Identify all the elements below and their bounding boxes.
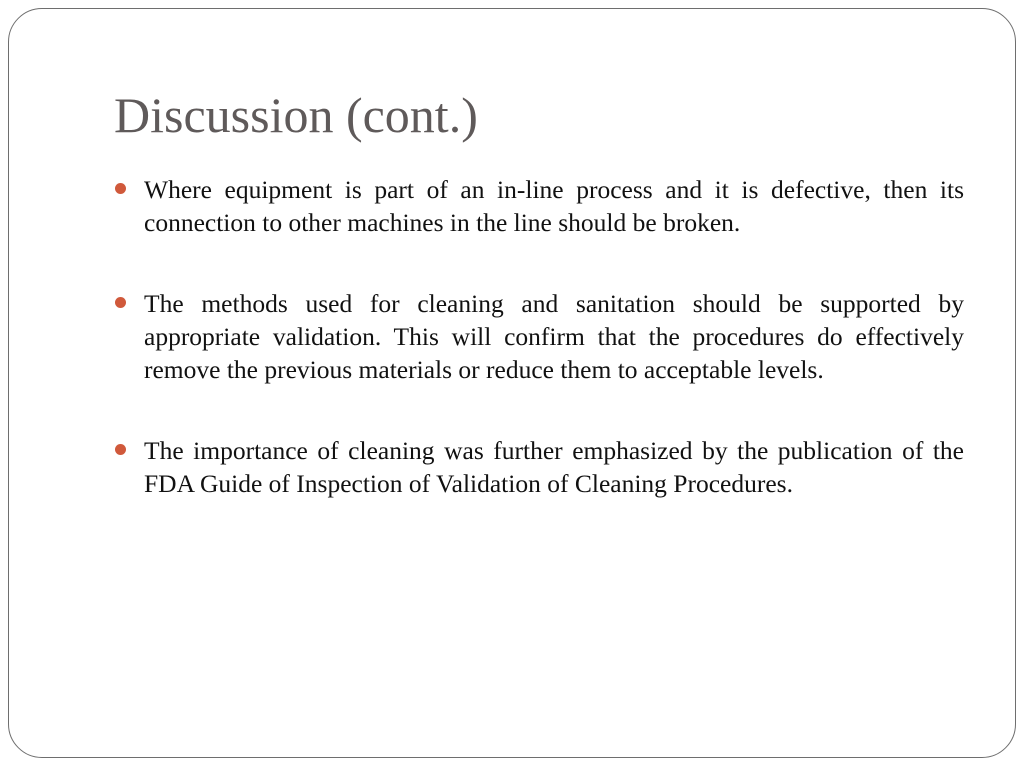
bullet-text: The methods used for cleaning and sanitation should be supported by appropriate validation. This will confirm that the procedures do effectively remove the previous materials or reduce them to acceptable levels. [144,289,964,384]
bullet-list [144,173,964,548]
bullet-text: Where equipment is part of an in-line process and it is defective, then its connection to other machines in the line should be broken. [144,175,964,237]
bullet-item [144,173,964,239]
bullet-item [144,287,964,386]
bullet-dot-icon [115,297,126,308]
bullet-dot-icon [115,183,126,194]
bullet-text: The importance of cleaning was further emphasized by the publication of the FDA Guide of Inspection of Validation of Cleaning Procedures. [144,436,964,498]
slide-frame [8,8,1016,758]
bullet-item [144,434,964,500]
bullet-dot-icon [115,444,126,455]
slide-title: Discussion (cont.) [114,87,478,143]
